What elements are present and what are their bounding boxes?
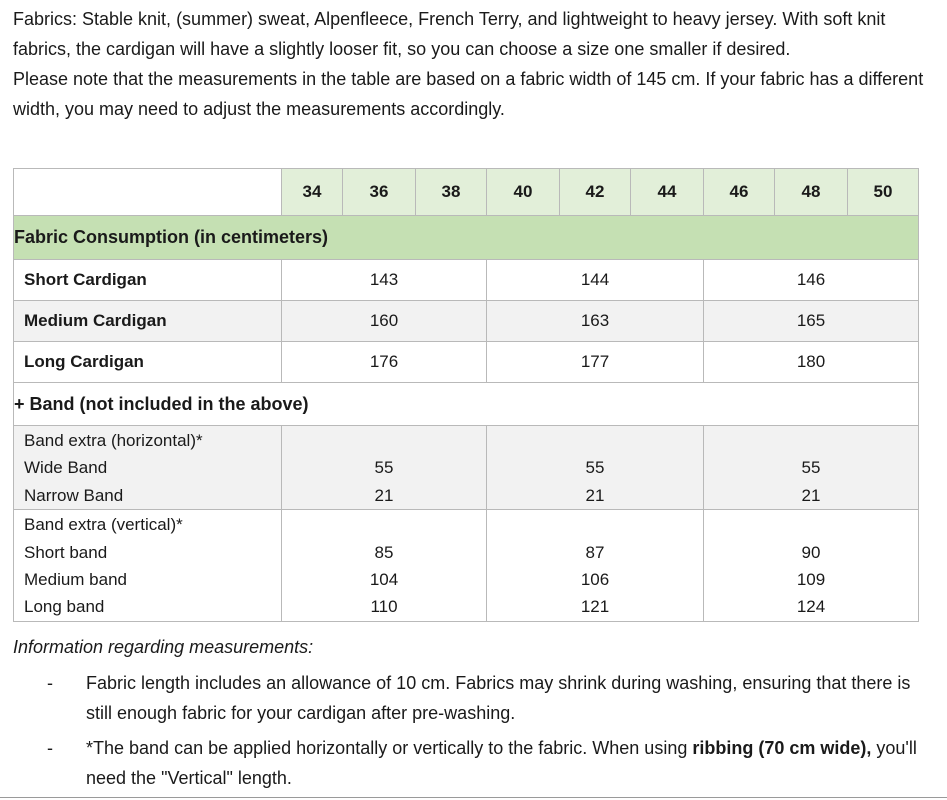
value: 109: [796, 569, 826, 589]
bullet-text-end: you'll need the "Vertical" length.: [86, 738, 917, 788]
value: 85: [374, 542, 394, 562]
value-cell: [704, 426, 919, 510]
group-header: Band extra (horizontal)*: [24, 431, 203, 450]
band-title: + Band (not included in the above): [14, 383, 919, 426]
row-label: Long band: [24, 597, 105, 617]
value-cell: 165: [704, 301, 919, 342]
band-header-row: [14, 383, 919, 426]
value-cell: 176: [282, 342, 487, 383]
value: 21: [585, 485, 605, 505]
row-label: Short band: [24, 542, 108, 562]
value: 21: [374, 485, 394, 505]
ribbing-emphasis: ribbing (70 cm wide),: [692, 738, 872, 758]
size-cell: 44: [631, 169, 704, 216]
value-cell: 144: [487, 260, 704, 301]
value-cell: [487, 510, 704, 622]
table-row: [14, 260, 919, 301]
row-label: Medium band: [24, 569, 128, 589]
value-cell: 177: [487, 342, 704, 383]
value-cell: 180: [704, 342, 919, 383]
value-cell: 163: [487, 301, 704, 342]
value: 87: [585, 542, 605, 562]
size-cell: 40: [487, 169, 560, 216]
value: 90: [801, 542, 821, 562]
fabric-consumption-table: [13, 168, 919, 622]
value-cell: 160: [282, 301, 487, 342]
value: 121: [580, 597, 610, 617]
value: 106: [580, 569, 610, 589]
value: 55: [801, 458, 821, 478]
measurement-info: [13, 632, 938, 793]
value: 21: [801, 485, 821, 505]
row-label: Wide Band: [24, 458, 108, 478]
info-list: [13, 668, 938, 793]
size-cell: 46: [704, 169, 775, 216]
size-header-row: [14, 169, 919, 216]
list-item: [13, 668, 938, 728]
value: 124: [796, 597, 826, 617]
row-label: Narrow Band: [24, 485, 124, 505]
value-cell: [704, 510, 919, 622]
value-cell: 143: [282, 260, 487, 301]
bullet-text: Fabric length includes an allowance of 10 cm. Fabrics may shrink during washing, ensuring that there is still enough fabric for your cardigan after pre-washing.: [86, 673, 911, 723]
row-label: Medium Cardigan: [14, 301, 282, 342]
list-item: [13, 733, 938, 793]
fabrics-paragraph: Fabrics: Stable knit, (summer) sweat, Alpenfleece, French Terry, and lightweight to heavy jersey. With soft knit fabrics, the cardigan will have a slightly looser fit, so you can choose a size one smaller if desired.: [13, 9, 886, 59]
size-cell: 48: [775, 169, 848, 216]
intro-text: [13, 4, 938, 124]
size-cell: 34: [282, 169, 343, 216]
value: 55: [585, 458, 605, 478]
section-title: Fabric Consumption (in centimeters): [14, 216, 919, 260]
info-title: Information regarding measurements:: [13, 637, 314, 657]
value-cell: [282, 426, 487, 510]
value: 110: [370, 597, 398, 617]
table-row: [14, 342, 919, 383]
value: 104: [369, 569, 399, 589]
table-row: [14, 301, 919, 342]
bottom-divider: [0, 797, 947, 798]
size-cell: 36: [343, 169, 416, 216]
bullet-text: *The band can be applied horizontally or vertically to the fabric. When using: [86, 738, 693, 758]
size-cell: 50: [848, 169, 919, 216]
value-cell: [282, 510, 487, 622]
corner-cell: [14, 169, 282, 216]
size-cell: 42: [560, 169, 631, 216]
value-cell: [487, 426, 704, 510]
row-label: Short Cardigan: [14, 260, 282, 301]
value-cell: 146: [704, 260, 919, 301]
horizontal-band-group: [14, 426, 919, 510]
vertical-band-group: [14, 510, 919, 622]
horizontal-band-labels: [14, 426, 282, 510]
fabric-width-note: Please note that the measurements in the table are based on a fabric width of 145 cm. If your fabric has a different width, you may need to adjust the measurements accordingly.: [13, 69, 924, 119]
dash-bullet: -: [47, 673, 53, 693]
section-header-row: [14, 216, 919, 260]
dash-bullet: -: [47, 738, 53, 758]
vertical-band-labels: [14, 510, 282, 622]
size-cell: 38: [416, 169, 487, 216]
row-label: Long Cardigan: [14, 342, 282, 383]
group-header: Band extra (vertical)*: [24, 515, 183, 535]
value: 55: [374, 458, 394, 478]
